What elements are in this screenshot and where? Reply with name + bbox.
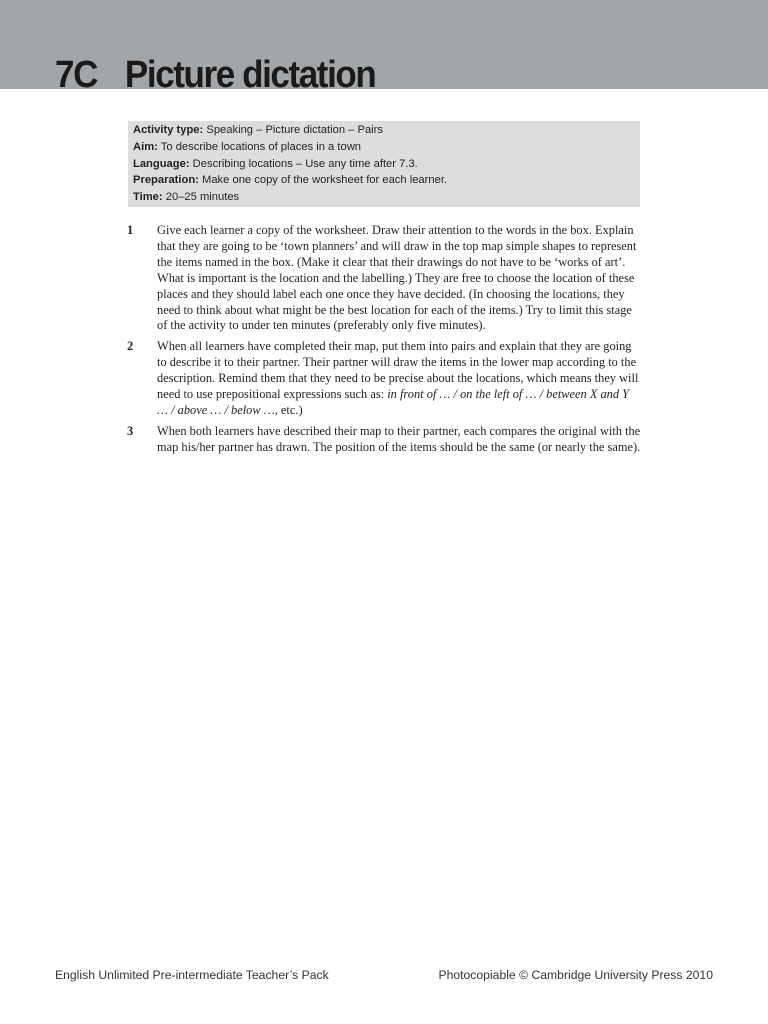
step-3 <box>127 424 643 456</box>
step-number: 1 <box>127 223 134 237</box>
step-number: 3 <box>127 423 134 438</box>
aim-value: To describe locations of places in a town <box>160 140 362 153</box>
time-label: Time: <box>133 191 163 204</box>
aim-line <box>133 139 635 156</box>
language-line <box>133 156 635 173</box>
step-1 <box>127 223 643 334</box>
step-2 <box>127 339 643 419</box>
footer-publication: English Unlimited Pre-intermediate Teacher’s Pack <box>55 968 329 982</box>
step-text: When both learners have described their map to their partner, each compares the original with the map his/her partner has drawn. The position of the items should be the same (or nearly the same). <box>157 423 641 454</box>
aim-label: Aim: <box>133 140 158 153</box>
time-line <box>133 189 635 206</box>
time-value: 20–25 minutes <box>165 191 240 204</box>
language-value: Describing locations – Use any time after 7.3. <box>192 157 418 170</box>
language-label: Language: <box>133 157 190 170</box>
preparation-line <box>133 172 635 189</box>
step-text-after: , etc.) <box>274 402 303 417</box>
title-text: Picture dictation <box>124 54 376 96</box>
activity-type-line <box>133 122 635 139</box>
preparation-label: Preparation: <box>133 174 199 187</box>
activity-info-box <box>128 121 640 207</box>
activity-type-value: Speaking – Picture dictation – Pairs <box>206 124 383 136</box>
procedure-steps <box>127 223 643 461</box>
page-title <box>55 52 375 98</box>
step-text: Give each learner a copy of the worksheet. Draw their attention to the words in the box. Explain that they are going to be ‘town planners’ and will draw in the top map simple shapes to represent the items named in the box. (Make it clear that their drawings do not have to be ‘works of art’. What is important is the location and the labelling.) They are free to choose the location of these places and they should label each one once they have decided. (In choosing the locations, they need to think about what might be the best location for each of the items.) Try to limit this stage of the activity to under ten minutes (preferably only five minutes). <box>157 223 637 333</box>
step-text-before: When all learners have completed their map, put them into pairs and explain that they are going to describe it to their partner. Their partner will draw the items in the lower map according to the description. Remind them that they need to be precise about the locations, which means they will need to use prepositional expressions such as: <box>157 339 639 402</box>
footer-copyright: Photocopiable © Cambridge University Press 2010 <box>438 968 713 982</box>
activity-type-label: Activity type: <box>133 124 204 136</box>
step-number: 2 <box>127 339 134 354</box>
unit-code: 7C <box>55 54 97 96</box>
preparation-value: Make one copy of the worksheet for each learner. <box>202 174 448 187</box>
step-text <box>157 339 643 419</box>
step-text-italic-expressions: in front of … / on the left of … / between X and Y … / above … / below … <box>157 387 630 417</box>
